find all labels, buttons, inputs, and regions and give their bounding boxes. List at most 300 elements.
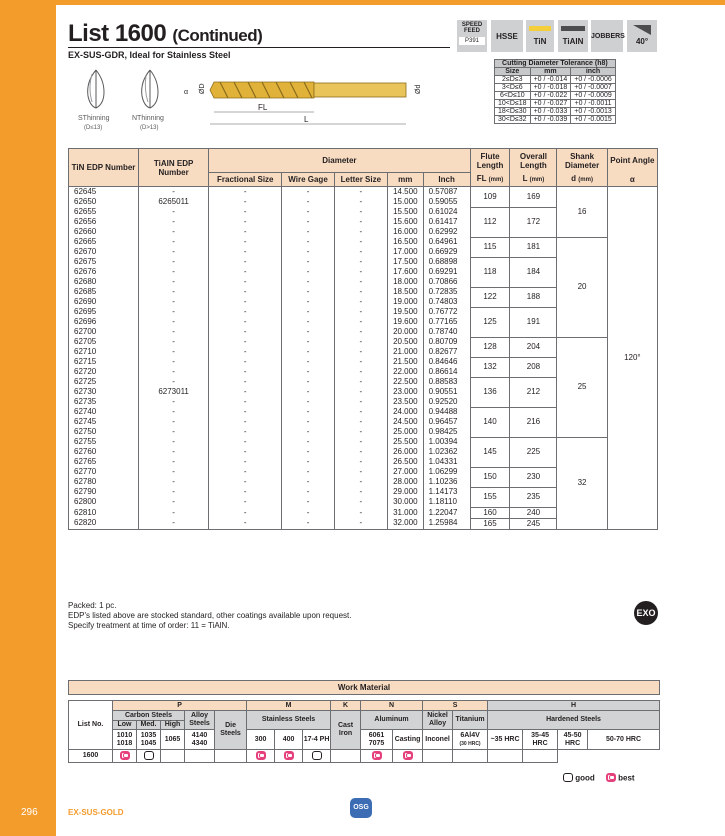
cell-tin: 62685	[69, 287, 139, 297]
cell-wire: -	[282, 207, 334, 217]
cell-tiain: -	[139, 427, 209, 437]
tolerance-row	[495, 76, 616, 84]
cell-inch: 0.84646	[423, 357, 470, 367]
th-shank-unit-mm: (mm)	[578, 176, 593, 183]
th-shank-unit-sym: d	[571, 173, 577, 183]
th-inch: Inch	[423, 173, 470, 187]
cell-wire: -	[282, 257, 334, 267]
tolerance-row	[495, 116, 616, 124]
tolerance-inch: +0 / -0.0009	[571, 92, 616, 100]
angle-label: 40°	[635, 37, 649, 46]
tolerance-row	[495, 84, 616, 92]
cell-tiain: -	[139, 247, 209, 257]
cell-tin: 62710	[69, 347, 139, 357]
cell-mm: 15.500	[388, 207, 424, 217]
speed-feed-badge[interactable]	[457, 20, 487, 52]
cell-letter: -	[334, 307, 387, 317]
cell-inch: 1.22047	[423, 507, 470, 518]
cell-letter: -	[334, 447, 387, 457]
tolerance-mm: +0 / -0.033	[530, 108, 571, 116]
cell-tin: 62676	[69, 267, 139, 277]
cell-tin: 62645	[69, 187, 139, 198]
wm-mark-cell	[453, 750, 488, 763]
alpha-label: α	[184, 89, 189, 96]
wm-aluminum: Aluminum	[361, 711, 423, 730]
wm-list-no: 1600	[69, 750, 113, 763]
cell-wire: -	[282, 437, 334, 447]
cell-frac: -	[209, 427, 282, 437]
l-dimension-label: L	[304, 115, 309, 124]
tolerance-size: 10<D≤18	[495, 100, 531, 108]
tolerance-col-size: Size	[495, 68, 531, 76]
cell-letter: -	[334, 407, 387, 417]
wm-mark-cell	[523, 750, 558, 763]
cell-tin: 62730	[69, 387, 139, 397]
cell-flute-length: 128	[470, 337, 510, 357]
cell-frac: -	[209, 387, 282, 397]
cell-frac: -	[209, 377, 282, 387]
cell-flute-length: 136	[470, 377, 510, 407]
cell-mm: 22.500	[388, 377, 424, 387]
cell-tin: 62750	[69, 427, 139, 437]
cell-flute-length: 122	[470, 287, 510, 307]
cell-overall-length: 191	[510, 307, 557, 337]
cell-wire: -	[282, 447, 334, 457]
cell-letter: -	[334, 287, 387, 297]
od-label: ØD	[199, 83, 206, 94]
n-thinning-range: (D>13)	[140, 125, 159, 131]
cell-mm: 15.600	[388, 217, 424, 227]
cell-letter: -	[334, 477, 387, 487]
s-thinning-range: (D≤13)	[84, 125, 103, 131]
speed-label: SPEED	[461, 22, 483, 28]
cell-wire: -	[282, 317, 334, 327]
cell-tin: 62696	[69, 317, 139, 327]
cell-mm: 17.000	[388, 247, 424, 257]
wm-h3: 45-50 HRC	[558, 730, 588, 750]
cell-frac: -	[209, 497, 282, 507]
cell-overall-length: 235	[510, 487, 557, 507]
wm-ti-grade: 6Al4V	[460, 731, 480, 739]
cell-wire: -	[282, 397, 334, 407]
cell-wire: -	[282, 427, 334, 437]
cell-tin: 62780	[69, 477, 139, 487]
cell-tiain: -	[139, 217, 209, 227]
cell-mm: 17.500	[388, 257, 424, 267]
cell-wire: -	[282, 197, 334, 207]
cell-overall-length: 188	[510, 287, 557, 307]
good-mark-icon	[312, 751, 322, 760]
cell-inch: 0.74803	[423, 297, 470, 307]
cell-tin: 62695	[69, 307, 139, 317]
cell-wire: -	[282, 247, 334, 257]
cell-tiain: -	[139, 457, 209, 467]
page-title	[68, 20, 262, 48]
cell-tin: 62745	[69, 417, 139, 427]
cell-mm: 16.000	[388, 227, 424, 237]
footer-label: EX-SUS-GOLD	[68, 808, 124, 817]
cell-letter: -	[334, 497, 387, 507]
wm-low: Low	[113, 721, 137, 730]
cell-inch: 0.59055	[423, 197, 470, 207]
wm-alloy-steels: Alloy Steels	[185, 711, 215, 730]
feed-label: FEED	[463, 28, 480, 34]
cell-tiain: -	[139, 307, 209, 317]
wm-mark-cell	[275, 750, 303, 763]
cell-mm: 23.500	[388, 397, 424, 407]
cell-overall-length: 225	[510, 437, 557, 467]
wm-grade-1035: 1035 1045	[137, 730, 161, 750]
cell-frac: -	[209, 467, 282, 477]
cell-tiain: 6265011	[139, 197, 209, 207]
cell-inch: 0.64961	[423, 237, 470, 247]
cell-wire: -	[282, 467, 334, 477]
cell-mm: 29.000	[388, 487, 424, 497]
cell-frac: -	[209, 357, 282, 367]
th-overall-unit	[510, 173, 557, 187]
tolerance-title	[495, 60, 616, 68]
cell-tiain: -	[139, 407, 209, 417]
tolerance-title-text: Cutting Diameter Tolerance	[502, 60, 593, 67]
wm-mark-cell	[185, 750, 215, 763]
good-mark-icon	[563, 773, 573, 782]
cell-shank-diameter: 25	[557, 337, 607, 437]
cell-frac: -	[209, 337, 282, 347]
wm-ss-300: 300	[247, 730, 275, 750]
cell-mm: 28.000	[388, 477, 424, 487]
cell-shank-diameter: 20	[557, 237, 607, 337]
hsse-label: HSSE	[496, 32, 518, 41]
work-material-table	[68, 700, 660, 763]
th-mm: mm	[388, 173, 424, 187]
cell-mm: 20.000	[388, 327, 424, 337]
cell-tin: 62810	[69, 507, 139, 518]
wm-cat-p: P	[113, 701, 247, 711]
table-row	[69, 437, 658, 447]
th-tiain-edp: TiAlN EDP Number	[139, 149, 209, 187]
cell-letter: -	[334, 327, 387, 337]
best-mark-icon	[120, 751, 130, 760]
cell-wire: -	[282, 347, 334, 357]
cell-inch: 1.14173	[423, 487, 470, 497]
cell-wire: -	[282, 407, 334, 417]
cell-tiain: -	[139, 507, 209, 518]
cell-letter: -	[334, 197, 387, 207]
cell-frac: -	[209, 397, 282, 407]
cell-letter: -	[334, 217, 387, 227]
cell-wire: -	[282, 307, 334, 317]
cell-letter: -	[334, 347, 387, 357]
cell-tiain: -	[139, 267, 209, 277]
cell-letter: -	[334, 518, 387, 529]
title-main: List 1600	[68, 20, 167, 47]
th-tin-edp: TiN EDP Number	[69, 149, 139, 187]
tolerance-size: 6<D≤10	[495, 92, 531, 100]
cell-mm: 14.500	[388, 187, 424, 198]
cell-mm: 26.000	[388, 447, 424, 457]
fl-dimension-label: FL	[258, 103, 268, 112]
cell-letter: -	[334, 507, 387, 518]
tolerance-inch: +0 / -0.0007	[571, 84, 616, 92]
jobbers-badge	[591, 20, 623, 52]
cell-mm: 24.000	[388, 407, 424, 417]
tolerance-title-note: (h8)	[594, 60, 608, 67]
cell-flute-length: 140	[470, 407, 510, 437]
side-orange-bar	[0, 0, 56, 836]
cell-tiain: -	[139, 187, 209, 198]
cell-tiain: -	[139, 357, 209, 367]
cell-mm: 21.000	[388, 347, 424, 357]
th-letter: Letter Size	[334, 173, 387, 187]
cell-tin: 62655	[69, 207, 139, 217]
cell-wire: -	[282, 267, 334, 277]
cell-tiain: -	[139, 327, 209, 337]
cell-tin: 62680	[69, 277, 139, 287]
tolerance-size: 18<D≤30	[495, 108, 531, 116]
tolerance-mm: +0 / -0.018	[530, 84, 571, 92]
tiain-label: TiAlN	[562, 37, 584, 46]
cell-frac: -	[209, 317, 282, 327]
cell-mm: 24.500	[388, 417, 424, 427]
wm-cat-m: M	[247, 701, 331, 711]
best-mark-icon	[256, 751, 266, 760]
cell-wire: -	[282, 417, 334, 427]
wm-mark-cell	[488, 750, 523, 763]
th-fractional: Fractional Size	[209, 173, 282, 187]
jobbers-label: JOBBERS	[591, 33, 625, 40]
wm-die-steels: Die Steels	[215, 711, 247, 750]
best-mark-icon	[606, 773, 616, 782]
cell-wire: -	[282, 297, 334, 307]
speed-page-ref: P391	[459, 37, 485, 45]
cell-frac: -	[209, 227, 282, 237]
cell-mm: 19.500	[388, 307, 424, 317]
notes	[68, 601, 351, 631]
cell-flute-length: 155	[470, 487, 510, 507]
cell-overall-length: 230	[510, 467, 557, 487]
cell-inch: 0.61417	[423, 217, 470, 227]
wm-nickel-alloy: Nickel Alloy	[423, 711, 453, 730]
wm-ss-17-4ph: 17-4 PH	[303, 730, 331, 750]
cell-tin: 62670	[69, 247, 139, 257]
wm-high: High	[161, 721, 185, 730]
cell-inch: 1.25984	[423, 518, 470, 529]
osg-logo: OSG	[350, 798, 372, 818]
cell-frac: -	[209, 257, 282, 267]
cell-mm: 18.000	[388, 277, 424, 287]
cell-tin: 62675	[69, 257, 139, 267]
cell-wire: -	[282, 367, 334, 377]
th-flute-unit-sym: FL	[476, 173, 487, 183]
cell-letter: -	[334, 387, 387, 397]
s-thinning-icon	[88, 70, 104, 108]
wm-mark-cell	[331, 750, 361, 763]
cell-overall-length: 181	[510, 237, 557, 257]
cell-mm: 21.500	[388, 357, 424, 367]
tin-label: TiN	[533, 37, 547, 46]
wm-mark-cell	[247, 750, 275, 763]
cell-wire: -	[282, 237, 334, 247]
cell-tiain: -	[139, 377, 209, 387]
tolerance-mm: +0 / -0.014	[530, 76, 571, 84]
cell-flute-length: 150	[470, 467, 510, 487]
cell-flute-length: 125	[470, 307, 510, 337]
cell-letter: -	[334, 437, 387, 447]
exo-logo: EXO	[634, 601, 658, 625]
cell-frac: -	[209, 267, 282, 277]
cell-wire: -	[282, 507, 334, 518]
cell-overall-length: 184	[510, 257, 557, 287]
cell-letter: -	[334, 277, 387, 287]
th-flute-unit-mm: (mm)	[488, 176, 504, 183]
wm-mark-cell	[361, 750, 393, 763]
cell-inch: 1.10236	[423, 477, 470, 487]
wm-mark-cell	[423, 750, 453, 763]
best-mark-icon	[372, 751, 382, 760]
cell-frac: -	[209, 247, 282, 257]
cell-letter: -	[334, 457, 387, 467]
cell-inch: 0.78740	[423, 327, 470, 337]
cell-frac: -	[209, 327, 282, 337]
cell-tin: 62690	[69, 297, 139, 307]
cell-wire: -	[282, 518, 334, 529]
wm-cat-k: K	[331, 701, 361, 711]
wm-cat-n: N	[361, 701, 423, 711]
wm-hardened-steels: Hardened Steels	[488, 711, 660, 730]
cell-flute-length: 165	[470, 518, 510, 529]
tolerance-inch: +0 / -0.0013	[571, 108, 616, 116]
wm-mark-cell	[161, 750, 185, 763]
wm-list-no-label: List No.	[69, 701, 113, 750]
th-point: Point Angle	[607, 149, 657, 173]
cell-inch: 0.90551	[423, 387, 470, 397]
cell-mm: 22.000	[388, 367, 424, 377]
wm-grade-4140: 4140 4340	[185, 730, 215, 750]
s-thinning-label: SThinning	[78, 115, 110, 122]
th-diameter: Diameter	[209, 149, 471, 173]
cell-frac: -	[209, 457, 282, 467]
cell-letter: -	[334, 227, 387, 237]
cell-tin: 62800	[69, 497, 139, 507]
cell-tin: 62735	[69, 397, 139, 407]
cell-overall-length: 216	[510, 407, 557, 437]
cell-frac: -	[209, 507, 282, 518]
tolerance-row	[495, 108, 616, 116]
cell-inch: 0.68898	[423, 257, 470, 267]
cell-frac: -	[209, 417, 282, 427]
cell-flute-length: 118	[470, 257, 510, 287]
tolerance-table	[494, 59, 616, 124]
cell-inch: 0.62992	[423, 227, 470, 237]
th-shank: Shank Diameter	[557, 149, 607, 173]
cell-mm: 23.000	[388, 387, 424, 397]
th-flute: Flute Length	[470, 149, 510, 173]
cell-letter: -	[334, 397, 387, 407]
cell-mm: 17.600	[388, 267, 424, 277]
cell-overall-length: 208	[510, 357, 557, 377]
th-overall: Overall Length	[510, 149, 557, 173]
th-flute-unit	[470, 173, 510, 187]
cell-tin: 62720	[69, 367, 139, 377]
cell-overall-length: 172	[510, 207, 557, 237]
cell-tin: 62820	[69, 518, 139, 529]
tolerance-size: 30<D≤32	[495, 116, 531, 124]
cell-mm: 16.500	[388, 237, 424, 247]
cell-tin: 62660	[69, 227, 139, 237]
cell-tin: 62765	[69, 457, 139, 467]
cell-tiain: -	[139, 417, 209, 427]
wm-inconel: Inconel	[423, 730, 453, 750]
cell-frac: -	[209, 217, 282, 227]
cell-shank-diameter: 16	[557, 187, 607, 238]
cell-mm: 27.000	[388, 467, 424, 477]
wm-mark-cell	[137, 750, 161, 763]
cell-wire: -	[282, 487, 334, 497]
cell-inch: 0.96457	[423, 417, 470, 427]
helix-angle-badge	[627, 20, 657, 52]
th-wire: Wire Gage	[282, 173, 334, 187]
cell-mm: 20.500	[388, 337, 424, 347]
cell-wire: -	[282, 227, 334, 237]
good-mark-icon	[144, 751, 154, 760]
legend	[563, 773, 635, 782]
cell-letter: -	[334, 297, 387, 307]
cell-wire: -	[282, 287, 334, 297]
cell-tiain: -	[139, 317, 209, 327]
cell-frac: -	[209, 207, 282, 217]
cell-wire: -	[282, 477, 334, 487]
cell-tin: 62700	[69, 327, 139, 337]
cell-letter: -	[334, 467, 387, 477]
cell-letter: -	[334, 317, 387, 327]
angle-wedge-icon	[633, 25, 651, 35]
wm-mark-cell	[303, 750, 331, 763]
wm-h4: 50-70 HRC	[588, 730, 660, 750]
cell-mm: 19.600	[388, 317, 424, 327]
table-row	[69, 187, 658, 198]
cell-tiain: -	[139, 277, 209, 287]
cell-inch: 0.92520	[423, 397, 470, 407]
tolerance-size: 3<D≤6	[495, 84, 531, 92]
wm-grade-1010: 1010 1018	[113, 730, 137, 750]
tiain-color-swatch	[561, 26, 585, 31]
wm-carbon-steels: Carbon Steels	[113, 711, 185, 721]
cell-mm: 30.000	[388, 497, 424, 507]
cell-mm: 18.500	[388, 287, 424, 297]
cell-inch: 0.88583	[423, 377, 470, 387]
cell-inch: 0.61024	[423, 207, 470, 217]
cell-frac: -	[209, 487, 282, 497]
cell-frac: -	[209, 347, 282, 357]
cell-mm: 32.000	[388, 518, 424, 529]
cell-tin: 62740	[69, 407, 139, 417]
cell-letter: -	[334, 487, 387, 497]
tin-color-swatch	[529, 26, 551, 31]
cell-tiain: -	[139, 497, 209, 507]
cell-wire: -	[282, 337, 334, 347]
cell-overall-length: 204	[510, 337, 557, 357]
cell-flute-length: 115	[470, 237, 510, 257]
page-number: 296	[21, 807, 38, 818]
cell-inch: 0.86614	[423, 367, 470, 377]
cell-tiain: -	[139, 237, 209, 247]
cell-tiain: -	[139, 257, 209, 267]
cell-tiain: -	[139, 287, 209, 297]
cell-wire: -	[282, 277, 334, 287]
cell-frac: -	[209, 477, 282, 487]
tolerance-inch: +0 / -0.0006	[571, 76, 616, 84]
cell-tin: 62760	[69, 447, 139, 457]
